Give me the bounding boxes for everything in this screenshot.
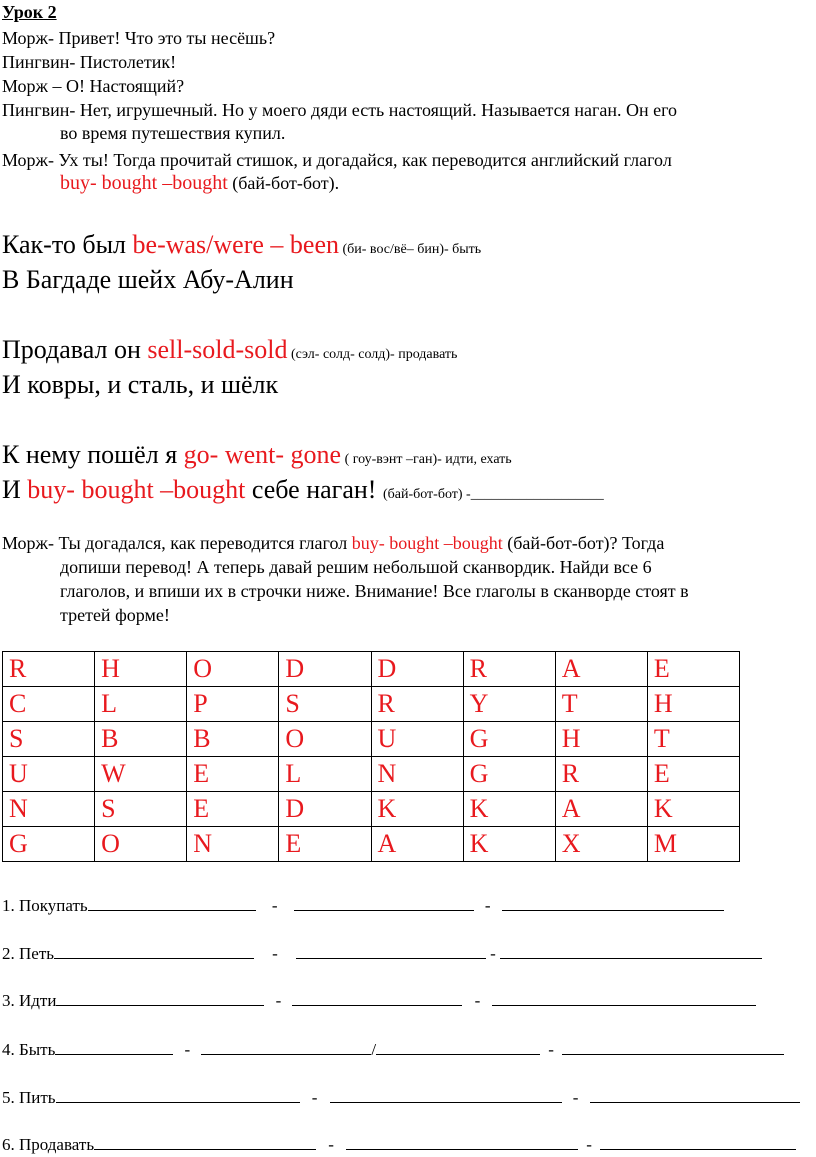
dash-separator: -: [184, 1040, 191, 1059]
poem-text: И: [2, 475, 28, 504]
answer-label: 1. Покупать: [2, 896, 88, 915]
dash-separator: -: [328, 1135, 334, 1154]
grid-cell[interactable]: O: [95, 827, 187, 862]
grid-cell[interactable]: D: [279, 652, 371, 687]
answer-blank[interactable]: [346, 1133, 578, 1150]
grid-cell[interactable]: A: [371, 827, 463, 862]
grid-cell[interactable]: E: [647, 652, 739, 687]
grid-cell[interactable]: T: [555, 687, 647, 722]
instruction-text: Морж- Ты догадался, как переводится глагол: [2, 533, 352, 553]
answer-blank[interactable]: [56, 1086, 300, 1103]
grid-cell[interactable]: P: [187, 687, 279, 722]
grid-cell[interactable]: B: [187, 722, 279, 757]
word-search-grid: [2, 651, 740, 862]
answer-label: 2. Петь: [2, 944, 55, 963]
poem-line-1: [2, 230, 481, 265]
grid-cell[interactable]: H: [95, 652, 187, 687]
answer-blank[interactable]: [562, 1038, 784, 1055]
answer-blank[interactable]: [54, 942, 254, 959]
answer-row-6: [2, 1133, 796, 1155]
grid-cell[interactable]: U: [3, 757, 95, 792]
dialog-line-4: [2, 99, 807, 145]
poem-text: К нему пошёл я: [2, 440, 184, 469]
lesson-title: Урок 2: [2, 2, 57, 22]
grid-row: [3, 757, 740, 792]
instruction-line-3: глаголов, и впиши их в строчки ниже. Внимание! Все глаголы в сканворде стоят в: [60, 581, 689, 601]
grid-cell[interactable]: K: [463, 792, 555, 827]
answer-blank[interactable]: [94, 1133, 316, 1150]
grid-cell[interactable]: O: [279, 722, 371, 757]
verb-go-note: ( гоу-вэнт –ган)- идти, ехать: [341, 452, 512, 467]
answer-blank[interactable]: [296, 942, 486, 959]
poem-line-6: [2, 475, 604, 510]
dash-separator: -: [484, 896, 491, 915]
grid-row: [3, 827, 740, 862]
grid-cell[interactable]: T: [647, 722, 739, 757]
dash-separator: -: [490, 944, 496, 963]
grid-cell[interactable]: A: [555, 792, 647, 827]
dialog-line-5: [2, 149, 807, 195]
dash-separator: -: [275, 991, 282, 1010]
dialog-line-5b: [2, 172, 807, 195]
grid-cell[interactable]: L: [279, 757, 371, 792]
grid-cell[interactable]: E: [647, 757, 739, 792]
answer-blank[interactable]: [500, 942, 762, 959]
answer-blank[interactable]: [502, 894, 724, 911]
grid-cell[interactable]: A: [555, 652, 647, 687]
answer-row-5: [2, 1086, 800, 1108]
grid-cell[interactable]: S: [3, 722, 95, 757]
grid-cell[interactable]: H: [555, 722, 647, 757]
answer-blank[interactable]: [376, 1038, 540, 1055]
poem-text: себе наган!: [245, 475, 383, 504]
poem-line-5: [2, 440, 512, 475]
answer-label: 5. Пить: [2, 1088, 56, 1107]
poem-text: Как-то был: [2, 230, 133, 259]
verb-be-note: (би- вос/вё– бин)- быть: [338, 242, 482, 257]
dash-separator: -: [572, 1088, 579, 1107]
answer-blank[interactable]: [88, 894, 256, 911]
answer-blank[interactable]: [590, 1086, 800, 1103]
instruction-text: (бай-бот-бот)? Тогда: [502, 533, 665, 553]
dash-separator: -: [271, 896, 278, 915]
answer-blank[interactable]: [292, 989, 462, 1006]
dialog-line-2: Пингвин- Пистолетик!: [2, 52, 177, 72]
answer-label: 3. Идти: [2, 991, 57, 1010]
instruction-line-1: [2, 531, 810, 555]
grid-cell[interactable]: R: [555, 757, 647, 792]
grid-cell[interactable]: L: [95, 687, 187, 722]
grid-cell[interactable]: G: [463, 757, 555, 792]
dash-separator: -: [311, 1088, 318, 1107]
answer-row-4: [2, 1038, 784, 1060]
answer-blank[interactable]: [201, 1038, 371, 1055]
grid-cell[interactable]: K: [463, 827, 555, 862]
grid-cell[interactable]: E: [187, 792, 279, 827]
poem-text: Продавал он: [2, 335, 148, 364]
answer-row-3: [2, 989, 756, 1011]
grid-row: [3, 652, 740, 687]
answer-label: 6. Продавать: [2, 1135, 95, 1154]
grid-cell[interactable]: R: [463, 652, 555, 687]
grid-cell[interactable]: U: [371, 722, 463, 757]
verb-be-red: be-was/were – been: [132, 230, 339, 259]
grid-cell[interactable]: N: [3, 792, 95, 827]
dialog-line-5a: Морж- Ух ты! Тогда прочитай стишок, и догадайся, как переводится английский глагол: [2, 150, 672, 170]
poem-line-4: И ковры, и сталь, и шёлк: [2, 370, 279, 399]
answer-blank[interactable]: [600, 1133, 796, 1150]
grid-cell[interactable]: W: [95, 757, 187, 792]
grid-cell[interactable]: S: [279, 687, 371, 722]
grid-cell[interactable]: N: [187, 827, 279, 862]
grid-cell[interactable]: H: [647, 687, 739, 722]
verb-go-red: go- went- gone: [183, 440, 342, 469]
verb-sell-red: sell-sold-sold: [147, 335, 288, 364]
grid-cell[interactable]: G: [3, 827, 95, 862]
grid-cell[interactable]: Y: [463, 687, 555, 722]
answer-blank[interactable]: [492, 989, 756, 1006]
verb-sell-note: (сэл- солд- солд)- продавать: [287, 347, 458, 362]
dash-separator: -: [586, 1135, 592, 1154]
dash-separator: -: [272, 944, 278, 963]
instruction-paragraph: [2, 531, 810, 627]
grid-cell[interactable]: S: [95, 792, 187, 827]
grid-cell[interactable]: C: [3, 687, 95, 722]
grid-cell[interactable]: G: [463, 722, 555, 757]
dash-separator: -: [474, 991, 481, 1010]
grid-cell[interactable]: E: [187, 757, 279, 792]
verb-buy-red: buy- bought –bought: [27, 475, 246, 504]
grid-cell[interactable]: M: [647, 827, 739, 862]
verb-buy-red: buy- bought –bought: [60, 172, 228, 194]
verb-buy-red: buy- bought –bought: [351, 533, 503, 553]
answer-blank[interactable]: [56, 989, 264, 1006]
grid-cell[interactable]: R: [3, 652, 95, 687]
grid-cell[interactable]: O: [187, 652, 279, 687]
poem-line-3: [2, 335, 457, 370]
poem-line-2: В Багдаде шейх Абу-Алин: [2, 265, 294, 294]
instruction-line-4: третей форме!: [60, 605, 170, 625]
grid-cell[interactable]: D: [371, 652, 463, 687]
grid-cell[interactable]: R: [371, 687, 463, 722]
grid-cell[interactable]: X: [555, 827, 647, 862]
instruction-line-2: допиши перевод! А теперь давай решим небольшой сканвордик. Найди все 6: [60, 557, 652, 577]
dialog-line-4b: во время путешествия купил.: [60, 123, 286, 143]
grid-row: [3, 792, 740, 827]
verb-buy-transcription: (бай-бот-бот).: [227, 173, 340, 193]
grid-cell[interactable]: N: [371, 757, 463, 792]
grid-cell[interactable]: E: [279, 827, 371, 862]
answer-blank[interactable]: [330, 1086, 562, 1103]
answer-row-2: [2, 942, 762, 964]
answer-row-1: [2, 894, 724, 916]
answer-blank[interactable]: [294, 894, 474, 911]
dialog-line-3: Морж – О! Настоящий?: [2, 76, 185, 96]
grid-row: [3, 687, 740, 722]
grid-cell[interactable]: D: [279, 792, 371, 827]
grid-cell[interactable]: B: [95, 722, 187, 757]
slash-separator: /: [371, 1040, 377, 1059]
grid-cell[interactable]: K: [371, 792, 463, 827]
verb-buy-note: (бай-бот-бот) -___________________: [382, 487, 604, 502]
grid-row: [3, 722, 740, 757]
answer-label: 4. Быть: [2, 1040, 56, 1059]
grid-cell[interactable]: K: [647, 792, 739, 827]
dialog-line-1: Морж- Привет! Что это ты несёшь?: [2, 28, 276, 48]
answer-blank[interactable]: [55, 1038, 173, 1055]
dialog-line-4a: Пингвин- Нет, игрушечный. Но у моего дяди есть настоящий. Называется наган. Он его: [2, 100, 678, 120]
dash-separator: -: [548, 1040, 554, 1059]
